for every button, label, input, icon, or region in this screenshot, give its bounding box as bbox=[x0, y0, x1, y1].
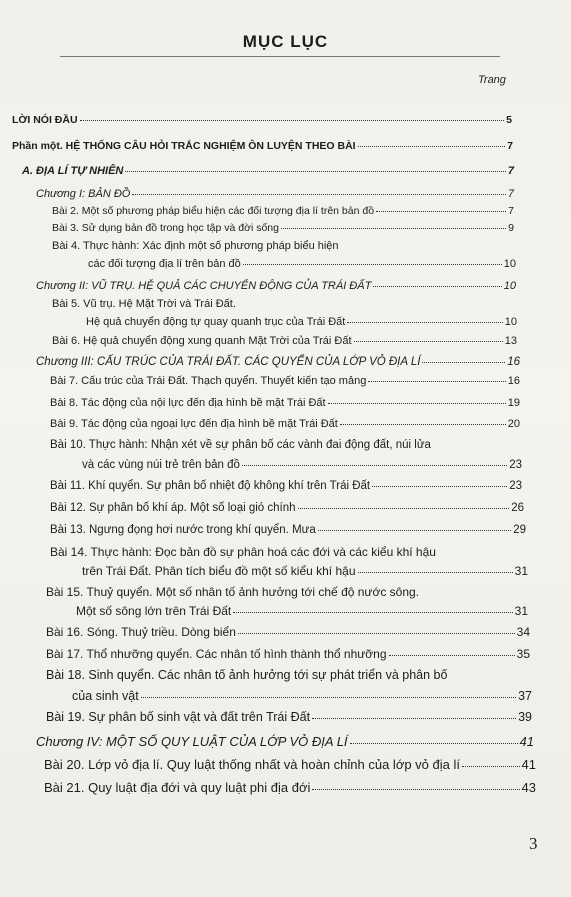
toc-page-number: 34 bbox=[516, 625, 530, 639]
toc-entry-title: Bài 20. Lớp vỏ địa lí. Quy luật thống nhất và hoàn chỉnh của lớp vỏ địa lí bbox=[44, 757, 460, 772]
toc-page-number: 16 bbox=[507, 356, 520, 368]
toc-entry-title: Bài 13. Ngưng đọng hơi nước trong khí quyển. Mưa bbox=[50, 524, 316, 536]
dot-leader bbox=[233, 612, 512, 613]
toc-entry[interactable] bbox=[50, 524, 526, 536]
dot-leader bbox=[389, 655, 515, 656]
dot-leader bbox=[350, 743, 518, 744]
toc-page-number: 23 bbox=[509, 459, 522, 471]
toc-page-number: 31 bbox=[514, 604, 528, 618]
dot-leader bbox=[125, 171, 506, 172]
toc-entry-line2: các đối tượng địa lí trên bản đồ bbox=[88, 258, 241, 270]
toc-entry-title: Bài 6. Hệ quả chuyển động xung quanh Mặt Trời của Trái Đất bbox=[52, 335, 352, 347]
toc-entry[interactable] bbox=[44, 757, 536, 772]
toc-entry-title: LỜI NÓI ĐẦU bbox=[12, 114, 78, 126]
toc-page-number: 31 bbox=[514, 564, 528, 578]
toc-page-number: 39 bbox=[518, 710, 532, 724]
toc-entry[interactable] bbox=[22, 165, 514, 177]
dot-leader bbox=[132, 194, 506, 195]
toc-entry[interactable] bbox=[46, 647, 530, 661]
toc-entry-line1: Bài 14. Thực hành: Đọc bản đồ sự phân hoá các đới và các kiểu khí hậu bbox=[50, 545, 436, 559]
dot-leader bbox=[141, 697, 516, 698]
toc-entry[interactable] bbox=[50, 375, 520, 387]
dot-leader bbox=[422, 362, 505, 363]
toc-page-number: 7 bbox=[508, 205, 514, 217]
toc-entry-line1: Bài 4. Thực hành: Xác định một số phương pháp biểu hiện bbox=[52, 240, 339, 252]
toc-entry-title: Bài 19. Sự phân bố sinh vật và đất trên Trái Đất bbox=[46, 710, 311, 724]
dot-leader bbox=[373, 286, 501, 287]
dot-leader bbox=[281, 228, 506, 229]
toc-entry[interactable] bbox=[12, 114, 512, 126]
toc-entry-title: Bài 7. Cấu trúc của Trái Đất. Thạch quyển. Thuyết kiến tạo mảng bbox=[50, 375, 367, 387]
toc-page-number: 37 bbox=[518, 689, 532, 703]
dot-leader bbox=[462, 766, 520, 767]
dot-leader bbox=[312, 789, 519, 790]
dot-leader bbox=[340, 424, 506, 425]
toc-entry[interactable] bbox=[36, 734, 534, 749]
toc-entry-line2: và các vùng núi trẻ trên bản đồ bbox=[82, 459, 240, 471]
toc-page-number: 19 bbox=[507, 397, 520, 409]
toc-page-number: 7 bbox=[507, 140, 513, 152]
dot-leader bbox=[238, 633, 515, 634]
toc-entry-title: Bài 2. Một số phương pháp biểu hiện các đối tượng địa lí trên bản đồ bbox=[52, 205, 375, 217]
dot-leader bbox=[328, 403, 506, 404]
toc-entry-line1: Bài 5. Vũ trụ. Hệ Mặt Trời và Trái Đất. bbox=[52, 298, 236, 310]
toc-entry-line1: Bài 10. Thực hành: Nhận xét về sự phân bố các vành đai động đất, núi lửa bbox=[50, 439, 431, 451]
toc-entry-title: Bài 11. Khí quyển. Sự phân bố nhiệt độ không khí trên Trái Đất bbox=[50, 480, 371, 492]
toc-page-number: 10 bbox=[503, 280, 516, 292]
toc-page-number: 20 bbox=[507, 418, 520, 430]
toc-page-number: 16 bbox=[507, 375, 520, 387]
toc-entry-title: Chương III: CẤU TRÚC CỦA TRÁI ĐẤT. CÁC QUYỂN CỦA LỚP VỎ ĐỊA LÍ bbox=[36, 356, 421, 368]
toc-entry[interactable] bbox=[50, 418, 520, 430]
toc-page-number: 41 bbox=[521, 757, 536, 772]
toc-entry[interactable] bbox=[46, 625, 530, 639]
toc-entry-title: Bài 9. Tác động của ngoại lực đến địa hình bề mặt Trái Đất bbox=[50, 418, 338, 430]
toc-entry-title: Chương IV: MỘT SỐ QUY LUẬT CỦA LỚP VỎ ĐỊA LÍ bbox=[36, 734, 348, 749]
dot-leader bbox=[347, 322, 502, 323]
toc-entry[interactable] bbox=[52, 335, 517, 347]
toc-entry[interactable] bbox=[36, 188, 514, 200]
dot-leader bbox=[372, 486, 507, 487]
dot-leader bbox=[242, 465, 507, 466]
toc-entry-title: Bài 21. Quy luật địa đới và quy luật phi địa đới bbox=[44, 780, 311, 795]
toc-page-number: 7 bbox=[507, 165, 514, 177]
dot-leader bbox=[312, 718, 516, 719]
toc-entry[interactable] bbox=[50, 480, 522, 492]
toc-page-number: 26 bbox=[511, 502, 524, 514]
toc-page-number: 35 bbox=[516, 647, 530, 661]
toc-entry[interactable] bbox=[52, 205, 514, 217]
toc-entry[interactable] bbox=[82, 564, 528, 578]
dot-leader bbox=[298, 508, 510, 509]
toc-entry[interactable] bbox=[82, 459, 522, 471]
toc-entry[interactable] bbox=[46, 710, 532, 724]
dot-leader bbox=[368, 381, 505, 382]
toc-entry[interactable] bbox=[72, 689, 532, 703]
dot-leader bbox=[318, 530, 511, 531]
toc-entry[interactable] bbox=[36, 280, 516, 292]
toc-page-number: 43 bbox=[521, 780, 536, 795]
toc-entry[interactable] bbox=[12, 140, 513, 152]
toc-page-number: 10 bbox=[504, 316, 517, 328]
page-number: 3 bbox=[529, 834, 538, 853]
toc-entry[interactable] bbox=[76, 604, 528, 618]
toc-entry[interactable] bbox=[36, 356, 520, 368]
toc-page-number: 23 bbox=[509, 480, 522, 492]
toc-entry-title: Phần một. HỆ THỐNG CÂU HỎI TRẮC NGHIỆM ÔN LUYỆN THEO BÀI bbox=[12, 140, 356, 152]
toc-page-number: 41 bbox=[519, 734, 534, 749]
toc-entry-line1: Bài 18. Sinh quyển. Các nhân tố ảnh hưởng tới sự phát triển và phân bố bbox=[46, 668, 448, 682]
toc-entry-title: Bài 12. Sự phân bố khí áp. Một số loại gió chính bbox=[50, 502, 296, 514]
toc-entry[interactable] bbox=[88, 258, 516, 270]
toc-entry-title: Bài 3. Sử dụng bản đồ trong học tập và đời sống bbox=[52, 222, 279, 234]
toc-entry[interactable] bbox=[52, 222, 514, 234]
page-title: MỤC LỤC bbox=[242, 32, 329, 51]
toc-entry[interactable] bbox=[44, 780, 536, 795]
toc-entry[interactable] bbox=[50, 502, 524, 514]
toc-entry-title: Chương II: VŨ TRỤ. HỆ QUẢ CÁC CHUYỂN ĐỘNG CỦA TRÁI ĐẤT bbox=[36, 280, 372, 292]
dot-leader bbox=[80, 120, 505, 121]
toc-entry-title: Bài 16. Sóng. Thuỷ triều. Dòng biển bbox=[46, 625, 236, 639]
toc-entry-line2: của sinh vật bbox=[72, 689, 139, 703]
dot-leader bbox=[358, 572, 513, 573]
toc-page-number: 5 bbox=[506, 114, 512, 126]
dot-leader bbox=[358, 146, 506, 147]
toc-entry-title: Bài 8. Tác động của nội lực đến địa hình bề mặt Trái Đất bbox=[50, 397, 326, 409]
toc-entry-line2: Một số sông lớn trên Trái Đất bbox=[76, 604, 232, 618]
toc-page-number: 7 bbox=[507, 188, 514, 200]
dot-leader bbox=[354, 341, 503, 342]
toc-entry-line2: trên Trái Đất. Phân tích biểu đồ một số kiểu khí hậu bbox=[82, 564, 356, 578]
toc-entry-title: Bài 17. Thổ nhưỡng quyển. Các nhân tố hình thành thổ nhưỡng bbox=[46, 647, 387, 661]
toc-page-number: 13 bbox=[504, 335, 517, 347]
toc-entry[interactable] bbox=[50, 397, 520, 409]
toc-entry-title: Chương I: BẢN ĐỒ bbox=[36, 188, 131, 200]
toc-entry-title: A. ĐỊA LÍ TỰ NHIÊN bbox=[22, 165, 124, 177]
toc-page-number: 29 bbox=[513, 524, 526, 536]
dot-leader bbox=[243, 264, 502, 265]
page-column-label: Trang bbox=[478, 74, 506, 86]
toc-entry-line1: Bài 15. Thuỷ quyển. Một số nhân tố ảnh hưởng tới chế độ nước sông. bbox=[46, 585, 420, 599]
toc-entry[interactable] bbox=[86, 316, 517, 328]
toc-page-number: 9 bbox=[508, 222, 514, 234]
dot-leader bbox=[376, 211, 506, 212]
toc-entry-line2: Hệ quả chuyển động tự quay quanh trục của Trái Đất bbox=[86, 316, 346, 328]
toc-page-number: 10 bbox=[503, 258, 516, 270]
